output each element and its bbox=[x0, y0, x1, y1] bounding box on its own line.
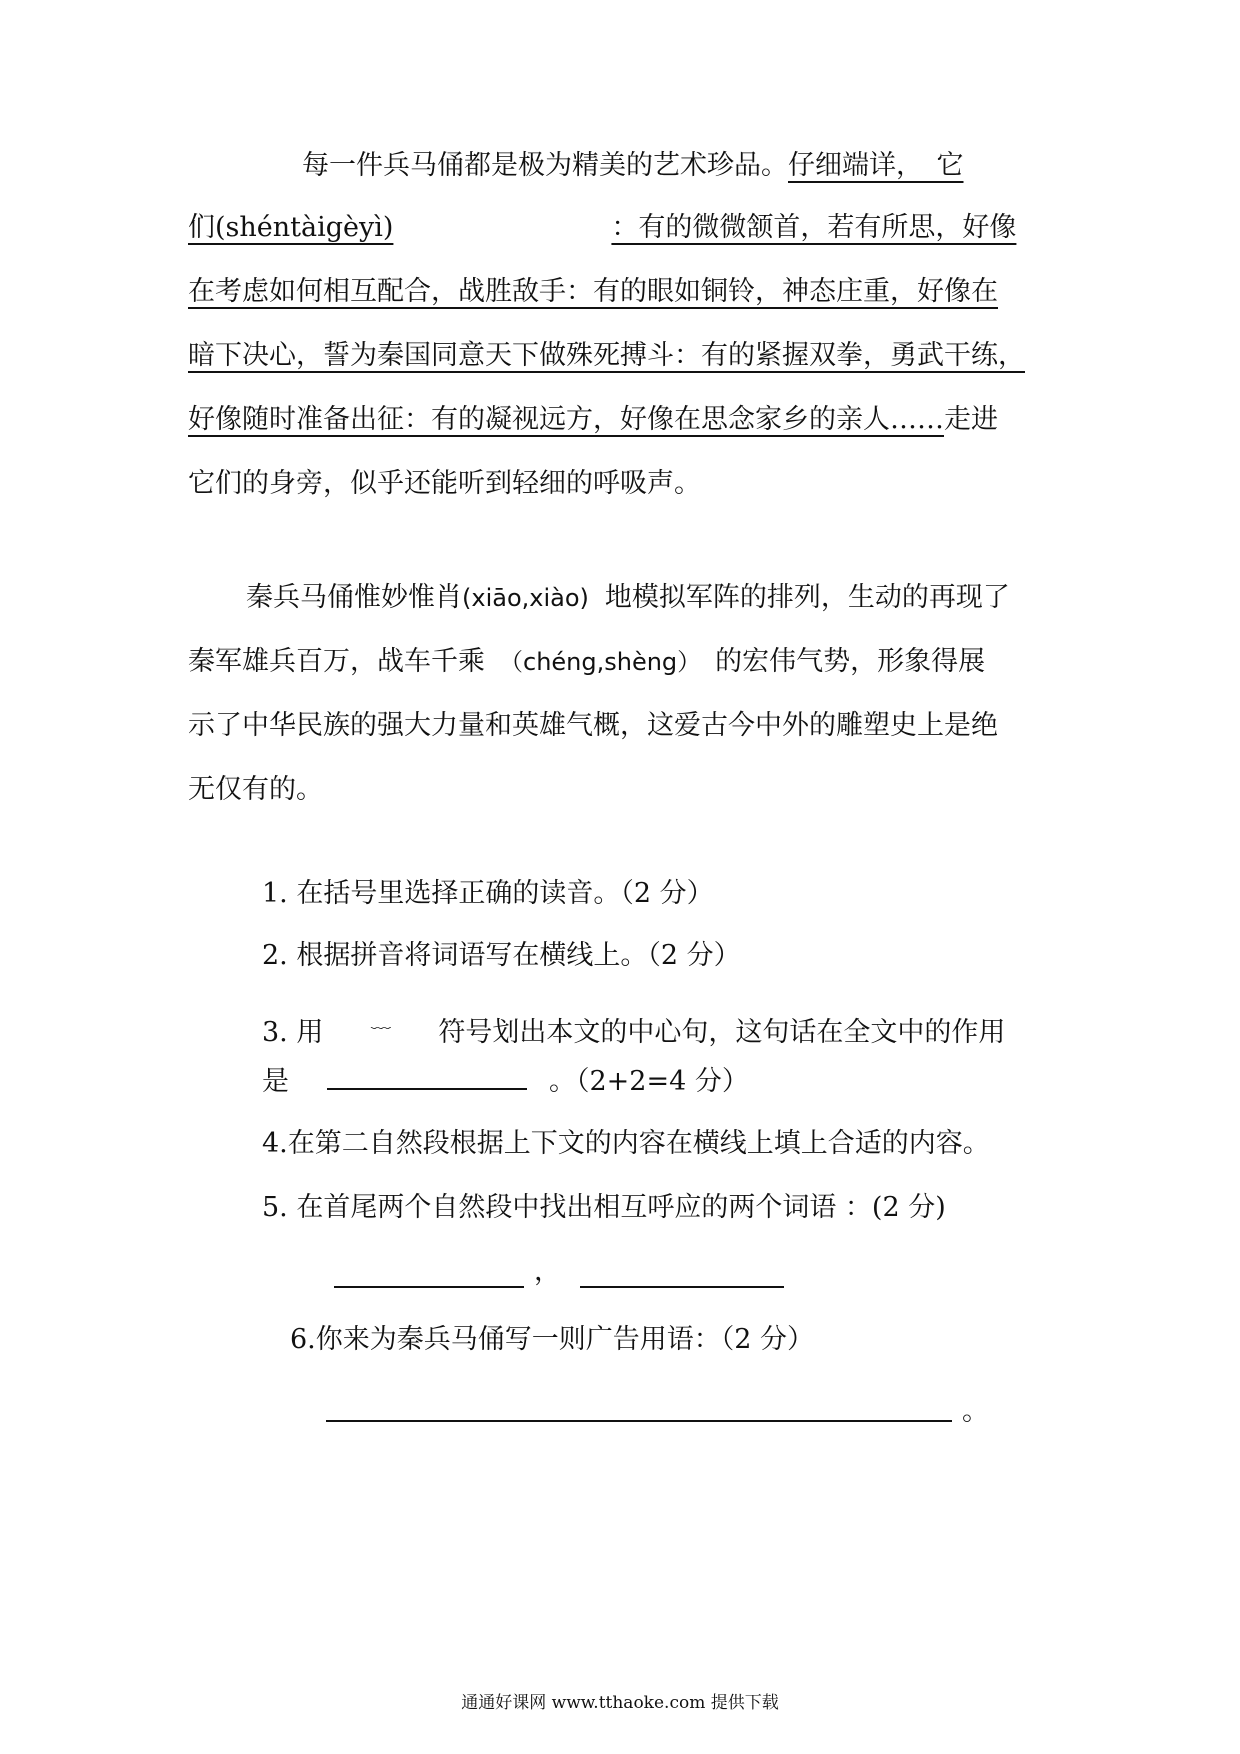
question-3-text: 是 bbox=[262, 1066, 289, 1097]
pinyin-shentaigeyi: 们(shéntàigèyì) bbox=[188, 212, 394, 243]
question-3-text: 3. 用 bbox=[262, 1017, 324, 1048]
answer-blank-word-2[interactable] bbox=[580, 1286, 784, 1288]
p2-text: 地模拟军阵的排列，生动的再现了 bbox=[604, 582, 1010, 613]
p1-line-1 bbox=[302, 146, 964, 186]
p2-text: 秦军雄兵百万，战车千乘 bbox=[188, 646, 485, 677]
p2-line-3: 示了中华民族的强大力量和英雄气概，这爱古今中外的雕塑史上是绝 bbox=[188, 710, 998, 741]
p1-underlined-text: 仔细端详， 它 bbox=[788, 150, 964, 181]
p2-line-2 bbox=[188, 642, 985, 682]
question-1: 1. 在括号里选择正确的读音。（2 分） bbox=[262, 878, 714, 909]
question-6-end: 。 bbox=[962, 1396, 989, 1427]
wavy-line-symbol: ﹏ bbox=[370, 1008, 391, 1032]
p2-line-1 bbox=[246, 578, 1010, 618]
pinyin-choice-cheng[interactable]: （chéng,shèng） bbox=[499, 648, 702, 676]
p1-text: 每一件兵马俑都是极为精美的艺术珍品。 bbox=[302, 150, 788, 181]
p1-line-5 bbox=[188, 400, 998, 440]
p1-line-2 bbox=[188, 208, 1016, 248]
question-3-answer-line bbox=[262, 1062, 749, 1102]
p1-line-6: 它们的身旁，似乎还能听到轻细的呼吸声。 bbox=[188, 468, 701, 499]
question-2: 2. 根据拼音将词语写在横线上。（2 分） bbox=[262, 940, 741, 971]
answer-blank-slogan[interactable] bbox=[326, 1420, 952, 1422]
question-4: 4.在第二自然段根据上下文的内容在横线上填上合适的内容。 bbox=[262, 1128, 990, 1159]
p2-text: 的宏伟气势，形象得展 bbox=[715, 646, 986, 677]
p1-underlined-text: 好像随时准备出征：有的凝视远方，好像在思念家乡的亲人…… bbox=[188, 404, 944, 435]
question-5: 5. 在首尾两个自然段中找出相互呼应的两个词语 ：(2 分) bbox=[262, 1192, 946, 1223]
question-3 bbox=[262, 1000, 1005, 1053]
p1-text: 走进 bbox=[944, 404, 998, 435]
question-6: 6.你来为秦兵马俑写一则广告用语：（2 分） bbox=[290, 1324, 815, 1355]
question-3-text: 符号划出本文的中心句，这句话在全文中的作用 bbox=[438, 1017, 1006, 1048]
question-5-separator: ， bbox=[534, 1256, 561, 1287]
p1-text: ：有的微微颔首，若有所思，好像 bbox=[611, 212, 1017, 243]
answer-blank-role[interactable] bbox=[327, 1088, 527, 1090]
answer-blank-word-1[interactable] bbox=[334, 1286, 524, 1288]
p1-line-3: 在考虑如何相互配合，战胜敌手：有的眼如铜铃，神态庄重，好像在 bbox=[188, 276, 998, 307]
footer-credit: 通通好课网 www.tthaoke.com 提供下载 bbox=[461, 1693, 779, 1713]
p2-line-4: 无仅有的。 bbox=[188, 774, 323, 805]
p1-line-4: 暗下决心，誓为秦国同意天下做殊死搏斗：有的紧握双拳，勇武干练， bbox=[188, 340, 1025, 371]
question-3-points: 。（2+2=4 分） bbox=[549, 1066, 749, 1097]
p2-text: 秦兵马俑惟妙惟肖 bbox=[246, 582, 462, 613]
pinyin-choice-xiao[interactable]: (xiāo,xiào) bbox=[462, 584, 589, 612]
